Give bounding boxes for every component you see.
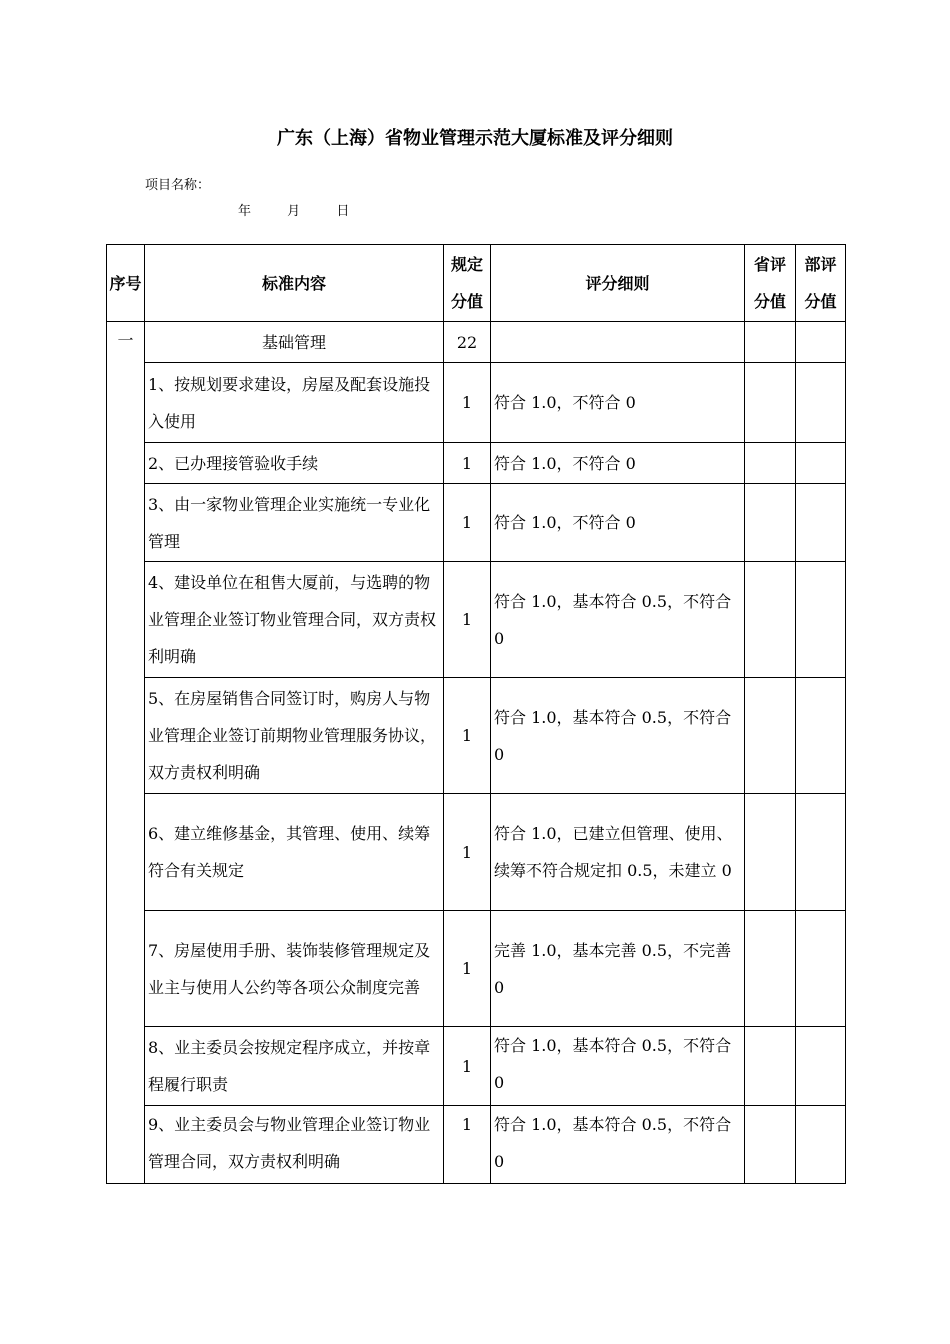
row-ministry-score[interactable] — [796, 1106, 846, 1184]
table-row — [107, 911, 846, 1027]
row-province-score[interactable] — [745, 363, 796, 443]
row-detail: 符合 1.0，基本符合 0.5，不符合 0 — [491, 678, 745, 794]
row-detail: 符合 1.0，不符合 0 — [491, 443, 745, 484]
header-detail: 评分细则 — [491, 245, 745, 322]
date-month: 月 — [287, 204, 301, 219]
row-content: 5、在房屋销售合同签订时，购房人与物业管理企业签订前期物业管理服务协议，双方责权利明确 — [145, 678, 444, 794]
row-content: 3、由一家物业管理企业实施统一专业化管理 — [145, 484, 444, 562]
row-detail: 完善 1.0，基本完善 0.5，不完善 0 — [491, 911, 745, 1027]
row-score: 1 — [444, 562, 491, 678]
row-content: 8、业主委员会按规定程序成立，并按章程履行职责 — [145, 1027, 444, 1106]
row-score: 1 — [444, 443, 491, 484]
row-ministry-score[interactable] — [796, 363, 846, 443]
row-ministry-score[interactable] — [796, 794, 846, 911]
row-province-score[interactable] — [745, 678, 796, 794]
table-row — [107, 363, 846, 443]
row-detail: 符合 1.0，基本符合 0.5，不符合 0 — [491, 1106, 745, 1184]
row-content: 7、房屋使用手册、装饰装修管理规定及业主与使用人公约等各项公众制度完善 — [145, 911, 444, 1027]
row-province-score[interactable] — [745, 1027, 796, 1106]
table-row — [107, 562, 846, 678]
table-row — [107, 484, 846, 562]
row-ministry-score[interactable] — [796, 1027, 846, 1106]
row-score: 1 — [444, 1106, 491, 1184]
section-province-score — [745, 322, 796, 363]
section-seq: 一 — [107, 322, 145, 1184]
scoring-table — [106, 244, 846, 1184]
section-detail — [491, 322, 745, 363]
header-content: 标准内容 — [145, 245, 444, 322]
row-score: 1 — [444, 678, 491, 794]
row-detail: 符合 1.0，不符合 0 — [491, 363, 745, 443]
row-province-score[interactable] — [745, 484, 796, 562]
section-score: 22 — [444, 322, 491, 363]
row-score: 1 — [444, 1027, 491, 1106]
header-score: 规定分值 — [444, 245, 491, 322]
table-row — [107, 678, 846, 794]
row-content: 4、建设单位在租售大厦前，与选聘的物业管理企业签订物业管理合同，双方责权利明确 — [145, 562, 444, 678]
project-name-label: 项目名称： — [145, 178, 211, 193]
row-score: 1 — [444, 484, 491, 562]
row-content: 2、已办理接管验收手续 — [145, 443, 444, 484]
date-day: 日 — [336, 204, 350, 219]
header-seq: 序号 — [107, 245, 145, 322]
row-ministry-score[interactable] — [796, 562, 846, 678]
row-detail: 符合 1.0，已建立但管理、使用、续筹不符合规定扣 0.5，未建立 0 — [491, 794, 745, 911]
row-province-score[interactable] — [745, 1106, 796, 1184]
row-content: 9、业主委员会与物业管理企业签订物业管理合同，双方责权利明确 — [145, 1106, 444, 1184]
header-ministry-score: 部评分值 — [796, 245, 846, 322]
row-province-score[interactable] — [745, 562, 796, 678]
section-name: 基础管理 — [145, 322, 444, 363]
row-detail: 符合 1.0，基本符合 0.5，不符合 0 — [491, 562, 745, 678]
date-year: 年 — [238, 204, 252, 219]
page-title: 广东（上海）省物业管理示范大厦标准及评分细则 — [277, 128, 673, 149]
row-detail: 符合 1.0，不符合 0 — [491, 484, 745, 562]
table-row — [107, 1106, 846, 1184]
section-ministry-score — [796, 322, 846, 363]
row-score: 1 — [444, 794, 491, 911]
table-row — [107, 443, 846, 484]
header-province-score: 省评分值 — [745, 245, 796, 322]
row-province-score[interactable] — [745, 911, 796, 1027]
date-line — [238, 200, 381, 219]
row-ministry-score[interactable] — [796, 911, 846, 1027]
table-header-row — [107, 245, 846, 322]
row-detail: 符合 1.0，基本符合 0.5，不符合 0 — [491, 1027, 745, 1106]
section-row — [107, 322, 846, 363]
table-row — [107, 794, 846, 911]
row-ministry-score[interactable] — [796, 484, 846, 562]
row-province-score[interactable] — [745, 794, 796, 911]
row-content: 1、按规划要求建设，房屋及配套设施投入使用 — [145, 363, 444, 443]
row-content: 6、建立维修基金，其管理、使用、续筹符合有关规定 — [145, 794, 444, 911]
row-province-score[interactable] — [745, 443, 796, 484]
row-ministry-score[interactable] — [796, 678, 846, 794]
table-row — [107, 1027, 846, 1106]
row-score: 1 — [444, 911, 491, 1027]
row-score: 1 — [444, 363, 491, 443]
row-ministry-score[interactable] — [796, 443, 846, 484]
